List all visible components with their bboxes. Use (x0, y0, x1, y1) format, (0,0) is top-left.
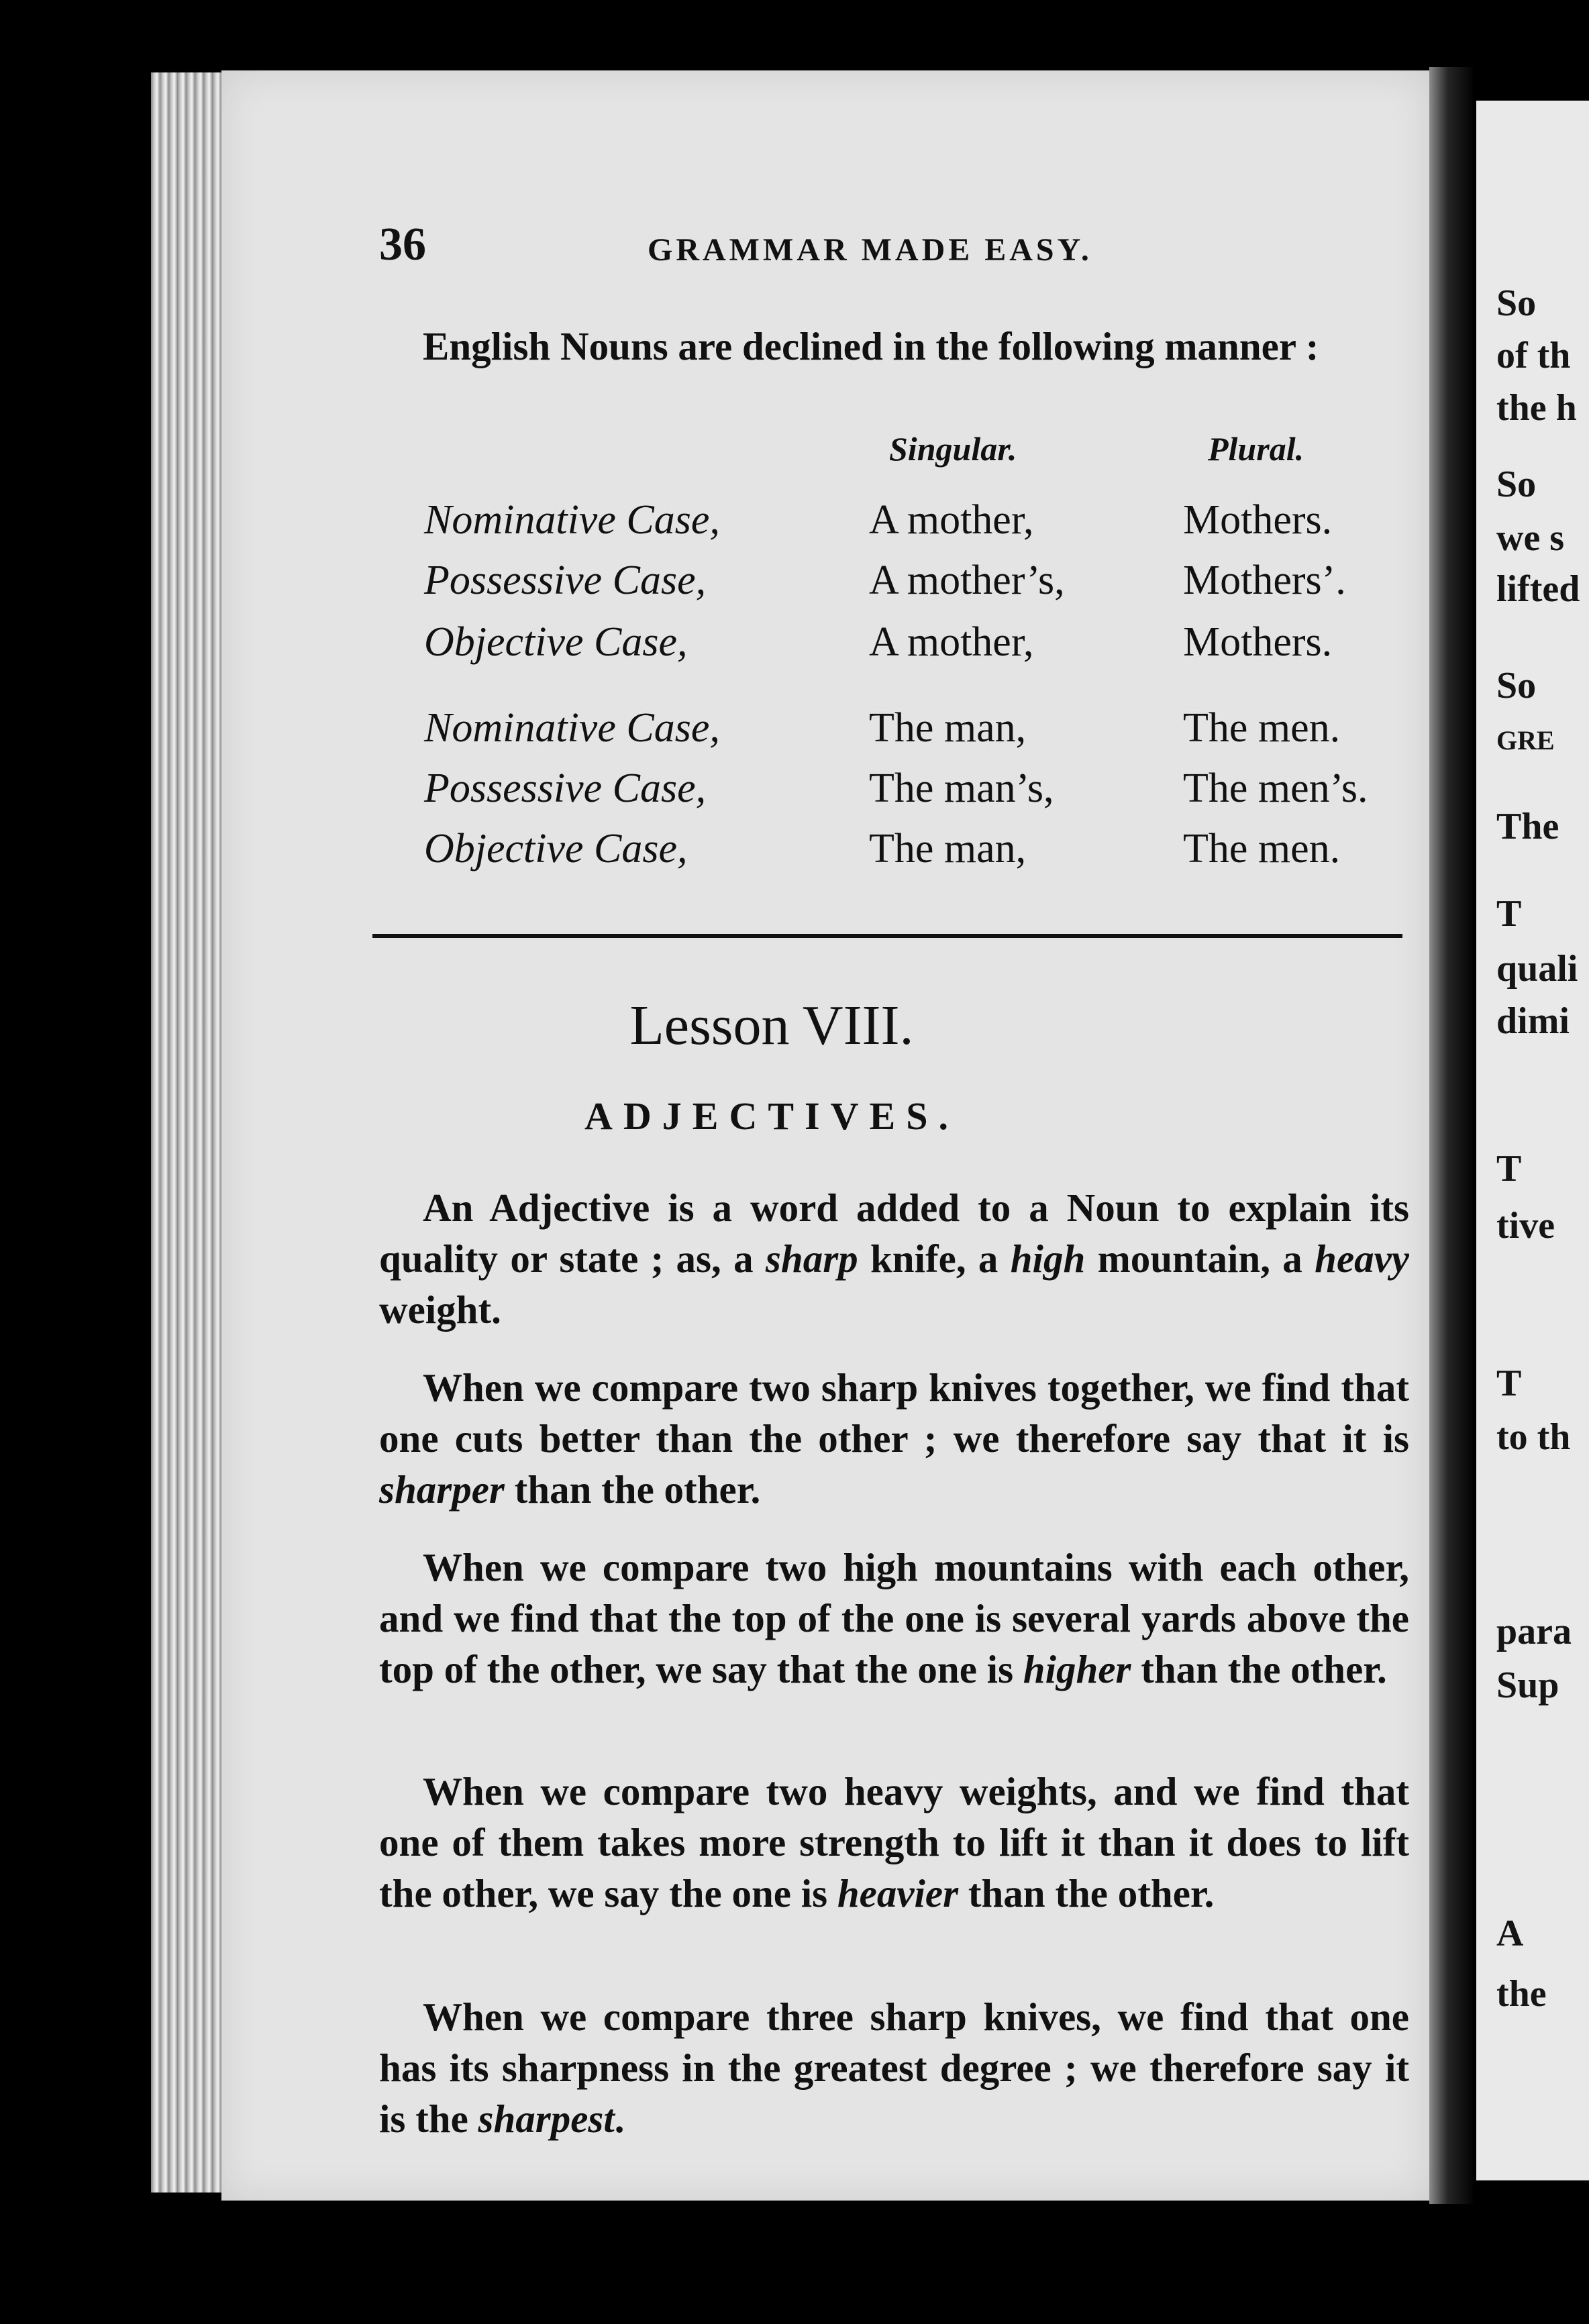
text: mountain, a (1085, 1236, 1315, 1281)
fragment: the (1496, 1973, 1547, 2015)
paragraph-4 (379, 1766, 1409, 1919)
fragment: T (1496, 1148, 1522, 1190)
fragment: the h (1496, 387, 1577, 429)
singular-form: A mother’s, (869, 558, 1065, 603)
running-title: GRAMMAR MADE EASY. (648, 232, 1092, 268)
paragraph-3 (379, 1542, 1409, 1695)
facing-page-fragment (1476, 101, 1589, 2180)
plural-form: Mothers. (1183, 619, 1333, 665)
text: When we compare two sharp knives together, we find that one cuts better than the other ; we therefore say that it is (379, 1365, 1409, 1461)
fragment: to th (1496, 1416, 1571, 1458)
lesson-title: Lesson VIII. (629, 994, 914, 1057)
page-number: 36 (379, 219, 426, 270)
fragment: tive (1496, 1205, 1555, 1247)
singular-form: A mother, (869, 619, 1034, 665)
column-header-plural: Plural. (1208, 430, 1304, 468)
text: . (614, 2097, 625, 2141)
text: than the other. (1131, 1647, 1387, 1691)
column-header-singular: Singular. (889, 430, 1017, 468)
emphasis: sharper (379, 1467, 505, 1512)
plural-form: The men’s. (1183, 765, 1368, 811)
paragraph-5 (379, 1991, 1409, 2144)
text: When we compare two high mountains with each other, and we find that the top of the one is several yards above the top of the other, we say that the one is (379, 1545, 1409, 1691)
fragment: lifted (1496, 568, 1580, 610)
fragment: So (1496, 665, 1537, 706)
plural-form: Mothers. (1183, 497, 1333, 543)
paragraph-2 (379, 1362, 1409, 1515)
plural-form: The men. (1183, 705, 1341, 751)
intro-text: English Nouns are declined in the following manner : (423, 324, 1319, 368)
fragment: So (1496, 464, 1537, 505)
lesson-subtitle: ADJECTIVES. (584, 1094, 959, 1138)
fragment: The (1496, 806, 1559, 847)
text: When we compare three sharp knives, we find that one has its sharpness in the greatest degree ; we therefore say it is the (379, 1995, 1409, 2141)
emphasis: higher (1023, 1647, 1131, 1691)
case-label: Objective Case, (424, 826, 688, 872)
fragment: quali (1496, 948, 1578, 990)
text: knife, a (858, 1236, 1011, 1281)
intro-paragraph (379, 321, 1409, 372)
text: When we compare two heavy weights, and we find that one of them takes more strength to lift it than it does to lift the other, we say the one is (379, 1769, 1409, 1915)
case-label: Possessive Case, (424, 765, 707, 811)
case-label: Possessive Case, (424, 558, 707, 603)
paragraph-1 (379, 1182, 1409, 1335)
fragment: T (1496, 1363, 1522, 1404)
text: than the other. (504, 1467, 761, 1512)
fragment: we s (1496, 517, 1565, 559)
case-label: Nominative Case, (424, 705, 720, 751)
case-label: Objective Case, (424, 619, 688, 665)
fragment: Sup (1496, 1665, 1559, 1706)
emphasis: heavy (1315, 1236, 1409, 1281)
emphasis: heavier (837, 1871, 959, 1915)
text: An Adjective is a word added to a Noun to explain its quality or state ; as, a (379, 1185, 1409, 1281)
emphasis: sharp (765, 1236, 858, 1281)
book-gutter (1429, 67, 1475, 2204)
fragment: dimi (1496, 1000, 1570, 1042)
emphasis: high (1010, 1236, 1086, 1281)
fragment: T (1496, 893, 1522, 935)
singular-form: The man’s, (869, 765, 1054, 811)
singular-form: The man, (869, 705, 1027, 751)
fragment: of th (1496, 335, 1571, 376)
fragment: GRE (1496, 725, 1555, 755)
plural-form: Mothers’. (1183, 558, 1346, 603)
case-label: Nominative Case, (424, 497, 720, 543)
text: weight. (379, 1287, 501, 1332)
emphasis: sharpest (478, 2097, 615, 2141)
singular-form: The man, (869, 826, 1027, 872)
plural-form: The men. (1183, 826, 1341, 872)
text: than the other. (958, 1871, 1215, 1915)
section-divider (372, 934, 1402, 938)
fragment: para (1496, 1611, 1572, 1652)
fragment: So (1496, 282, 1537, 324)
singular-form: A mother, (869, 497, 1034, 543)
fragment: A (1496, 1913, 1524, 1954)
